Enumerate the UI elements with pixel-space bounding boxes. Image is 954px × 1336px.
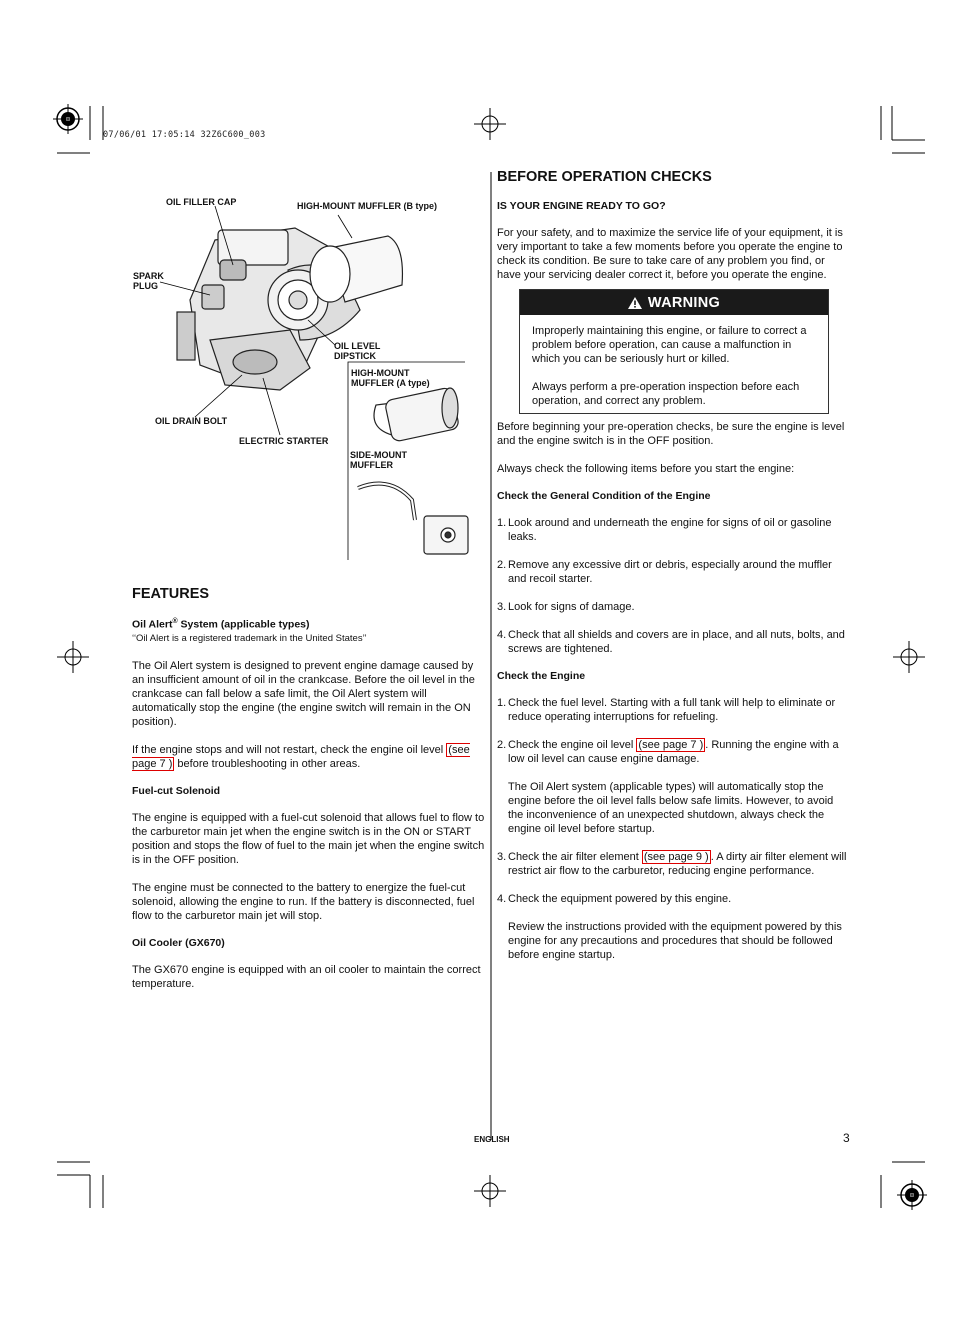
starburst-mark-bottom-right bbox=[897, 1180, 927, 1210]
label-oil-drain-bolt: OIL DRAIN BOLT bbox=[155, 416, 228, 426]
oil-cooler-heading: Oil Cooler (GX670) bbox=[132, 936, 225, 949]
fuel-cut-paragraph-1: The engine is equipped with a fuel-cut solenoid that allows fuel to flow to the carburetor main jet when the engine switch is in the ON or START position and stops the flow of fuel to the main jet when the engine switch is in the OFF position. bbox=[132, 811, 485, 866]
see-page-7-link[interactable]: (see page 7 ) bbox=[638, 739, 704, 751]
check-engine-heading: Check the Engine bbox=[497, 670, 586, 682]
fuel-cut-paragraph-2: The engine must be connected to the battery to energize the fuel-cut solenoid, allowing the engine to run. If the battery is disconnected, fuel flow to the carburetor main jet will stop. bbox=[132, 881, 475, 922]
oil-cooler-paragraph: The GX670 engine is equipped with an oil cooler to maintain the correct temperature. bbox=[132, 963, 481, 990]
warning-box bbox=[519, 289, 829, 414]
features-title: FEATURES bbox=[132, 586, 210, 602]
registration-target-bottom bbox=[474, 1175, 506, 1207]
warning-paragraph-2: Always perform a pre-operation inspection before each operation, and correct any problem. bbox=[532, 381, 800, 407]
label-oil-filler-cap: OIL FILLER CAP bbox=[166, 197, 237, 207]
fuel-cut-heading: Fuel-cut Solenoid bbox=[132, 784, 221, 797]
see-page-7-link[interactable]: (see page 7 ) bbox=[132, 743, 470, 770]
list-item: 2. Check the engine oil level (see page 7 ) . Running the engine with a low oil level can cause engine damage. The Oil Alert system (applicable types) will automatically stop the engine before the oil level falls below safe limits. However, to avoid the inconvenience of an unexpected shutdown, always check the engine oil level before startup. bbox=[497, 738, 849, 836]
oil-alert-heading: Oil Alert® System (applicable types) bbox=[132, 618, 310, 631]
list-item: 4. Check the equipment powered by this engine. Review the instructions provided with the equipment powered by this engine for any precautions and procedures that should be followed before engine startup. bbox=[497, 892, 849, 962]
list-item: 2. Remove any excessive dirt or debris, especially around the muffler and recoil starter. bbox=[497, 559, 832, 585]
features-section bbox=[132, 586, 488, 991]
warning-title: WARNING bbox=[647, 294, 721, 311]
general-condition-heading: Check the General Condition of the Engine bbox=[497, 490, 711, 502]
see-page-9-link[interactable]: (see page 9 ) bbox=[643, 851, 709, 863]
oil-alert-paragraph-1: The Oil Alert system is designed to prevent engine damage caused by an insufficient amount of oil in the crankcase. Before the oil level in the crankcase can fall below a safe limit, the Oil Alert system will automatically stop the engine (the engine switch will remain in the ON position). bbox=[132, 659, 475, 728]
registration-target-top bbox=[474, 108, 506, 140]
checks-title: BEFORE OPERATION CHECKS bbox=[497, 169, 712, 185]
list-item: 3. Check the air filter element (see page 9 ) . A dirty air filter element will restrict air flow to the carburetor, reducing engine performance. bbox=[497, 851, 847, 877]
oil-alert-paragraph-2: If the engine stops and will not restart, check the engine oil level (see page 7 ) before troubleshooting in other areas. bbox=[132, 743, 470, 770]
registration-target-right bbox=[893, 641, 925, 673]
warning-paragraph-1: Improperly maintaining this engine, or failure to correct a problem before operation, can cause a malfunction in which you can be seriously hurt or killed. bbox=[532, 325, 807, 365]
warning-body bbox=[520, 315, 828, 413]
label-spark-plug: SPARK PLUG bbox=[133, 271, 164, 291]
trademark-note: ‘‘Oil Alert is a registered trademark in the United States’’ bbox=[132, 632, 367, 644]
starburst-mark-top-left bbox=[53, 104, 83, 134]
ready-heading: IS YOUR ENGINE READY TO GO? bbox=[497, 200, 666, 212]
list-item: 4. Check that all shields and covers are in place, and all nuts, bolts, and screws are tightened. bbox=[497, 629, 845, 655]
checks-section bbox=[497, 169, 849, 976]
list-item: 3. Look for signs of damage. bbox=[497, 601, 635, 613]
label-electric-starter: ELECTRIC STARTER bbox=[239, 436, 329, 446]
always-paragraph: Always check the following items before you start the engine: bbox=[497, 463, 795, 475]
checks-intro: For your safety, and to maximize the service life of your equipment, it is very important to take a few moments before you operate the engine to check its condition. Be sure to take care of any problem you find, or have your servicing dealer correct it, before you operate the engine. bbox=[497, 227, 843, 281]
label-side-mount-muffler: SIDE-MOUNT MUFFLER bbox=[350, 450, 407, 470]
general-condition-list bbox=[497, 516, 849, 656]
print-stamp: 07/06/01 17:05:14 32Z6C600_003 bbox=[103, 130, 266, 140]
label-high-mount-muffler-b: HIGH-MOUNT MUFFLER (B type) bbox=[297, 201, 437, 211]
warning-header bbox=[520, 290, 828, 315]
oil-alert-note: The Oil Alert system (applicable types) will automatically stop the engine before the oil level falls below safe limits. However, to avoid the inconvenience of an unexpected shutdown, always check the engine oil level before startup. bbox=[508, 781, 834, 835]
list-item: 1. Check the fuel level. Starting with a full tank will help to eliminate or reduce operating interruptions for refueling. bbox=[497, 697, 836, 723]
equipment-note: Review the instructions provided with the equipment powered by this engine for any precautions and procedures that should be followed before engine startup. bbox=[508, 921, 842, 961]
warning-triangle-icon bbox=[628, 297, 642, 309]
before-paragraph: Before beginning your pre-operation checks, be sure the engine is level and the engine switch is in the OFF position. bbox=[497, 421, 845, 447]
registration-target-left bbox=[57, 641, 89, 673]
footer-language: ENGLISH bbox=[474, 1135, 510, 1144]
page-number: 3 bbox=[843, 1131, 850, 1145]
list-item: 1. Look around and underneath the engine for signs of oil or gasoline leaks. bbox=[497, 517, 832, 543]
label-high-mount-muffler-a: HIGH-MOUNT MUFFLER (A type) bbox=[351, 368, 430, 388]
label-oil-level-dipstick: OIL LEVEL DIPSTICK bbox=[334, 341, 381, 361]
check-engine-list bbox=[497, 696, 849, 962]
